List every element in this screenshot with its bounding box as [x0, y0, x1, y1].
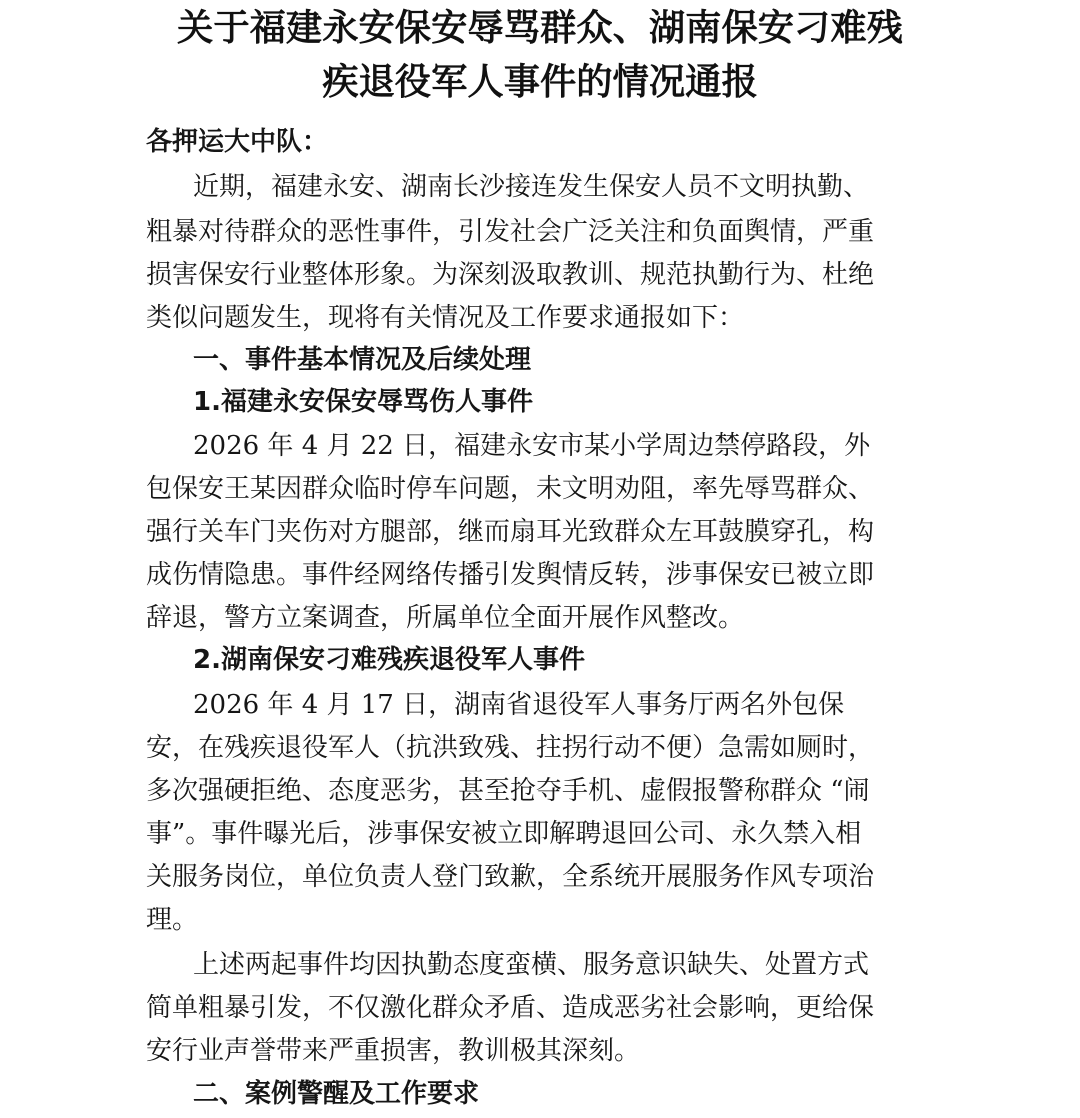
intro-line-2: 粗暴对待群众的恶性事件，引发社会广泛关注和负面舆情，严重 [146, 217, 875, 247]
case-1-line-2: 包保安王某因群众临时停车问题，未文明劝阻，率先辱骂群众、 [146, 474, 875, 504]
case-1-line-1: 2026 年 4 月 22 日，福建永安市某小学周边禁停路段，外 [193, 431, 871, 461]
section-2-heading: 二、案例警醒及工作要求 [193, 1079, 480, 1109]
case-1-line-5: 辞退，警方立案调查，所属单位全面开展作风整改。 [146, 603, 745, 633]
salutation: 各押运大中队： [146, 127, 329, 157]
document-title-line-2: 疾退役军人事件的情况通报 [322, 60, 758, 103]
case-1-heading: 1.福建永安保安辱骂伤人事件 [193, 387, 533, 417]
intro-line-1: 近期，福建永安、湖南长沙接连发生保安人员不文明执勤、 [193, 172, 870, 202]
intro-line-3: 损害保安行业整体形象。为深刻汲取教训、规范执勤行为、杜绝 [146, 260, 875, 290]
case-2-line-6: 理。 [146, 905, 199, 935]
case-1-line-3: 强行关车门夹伤对方腿部，继而扇耳光致群众左耳鼓膜穿孔，构 [146, 517, 875, 547]
document-title-line-1: 关于福建永安保安辱骂群众、湖南保安刁难残 [177, 6, 903, 49]
case-2-line-4: 事”。事件曝光后，涉事保安被立即解聘退回公司、永久禁入相 [146, 819, 862, 849]
case-2-line-5: 关服务岗位，单位负责人登门致歉，全系统开展服务作风专项治 [146, 862, 875, 892]
section-1-heading: 一、事件基本情况及后续处理 [193, 345, 532, 375]
summary-line-2: 简单粗暴引发，不仅激化群众矛盾、造成恶劣社会影响，更给保 [146, 993, 875, 1023]
summary-line-1: 上述两起事件均因执勤态度蛮横、服务意识缺失、处置方式 [193, 950, 870, 980]
case-2-line-1: 2026 年 4 月 17 日，湖南省退役军人事务厅两名外包保 [193, 690, 845, 720]
intro-line-4: 类似问题发生，现将有关情况及工作要求通报如下： [146, 303, 745, 333]
case-2-line-3: 多次强硬拒绝、态度恶劣，甚至抢夺手机、虚假报警称群众 “闹 [146, 776, 870, 806]
case-1-line-4: 成伤情隐患。事件经网络传播引发舆情反转，涉事保安已被立即 [146, 560, 875, 590]
summary-line-3: 安行业声誉带来严重损害，教训极其深刻。 [146, 1036, 641, 1066]
case-2-heading: 2.湖南保安刁难残疾退役军人事件 [193, 645, 585, 675]
case-2-line-2: 安，在残疾退役军人（抗洪致残、拄拐行动不便）急需如厕时， [146, 733, 875, 763]
